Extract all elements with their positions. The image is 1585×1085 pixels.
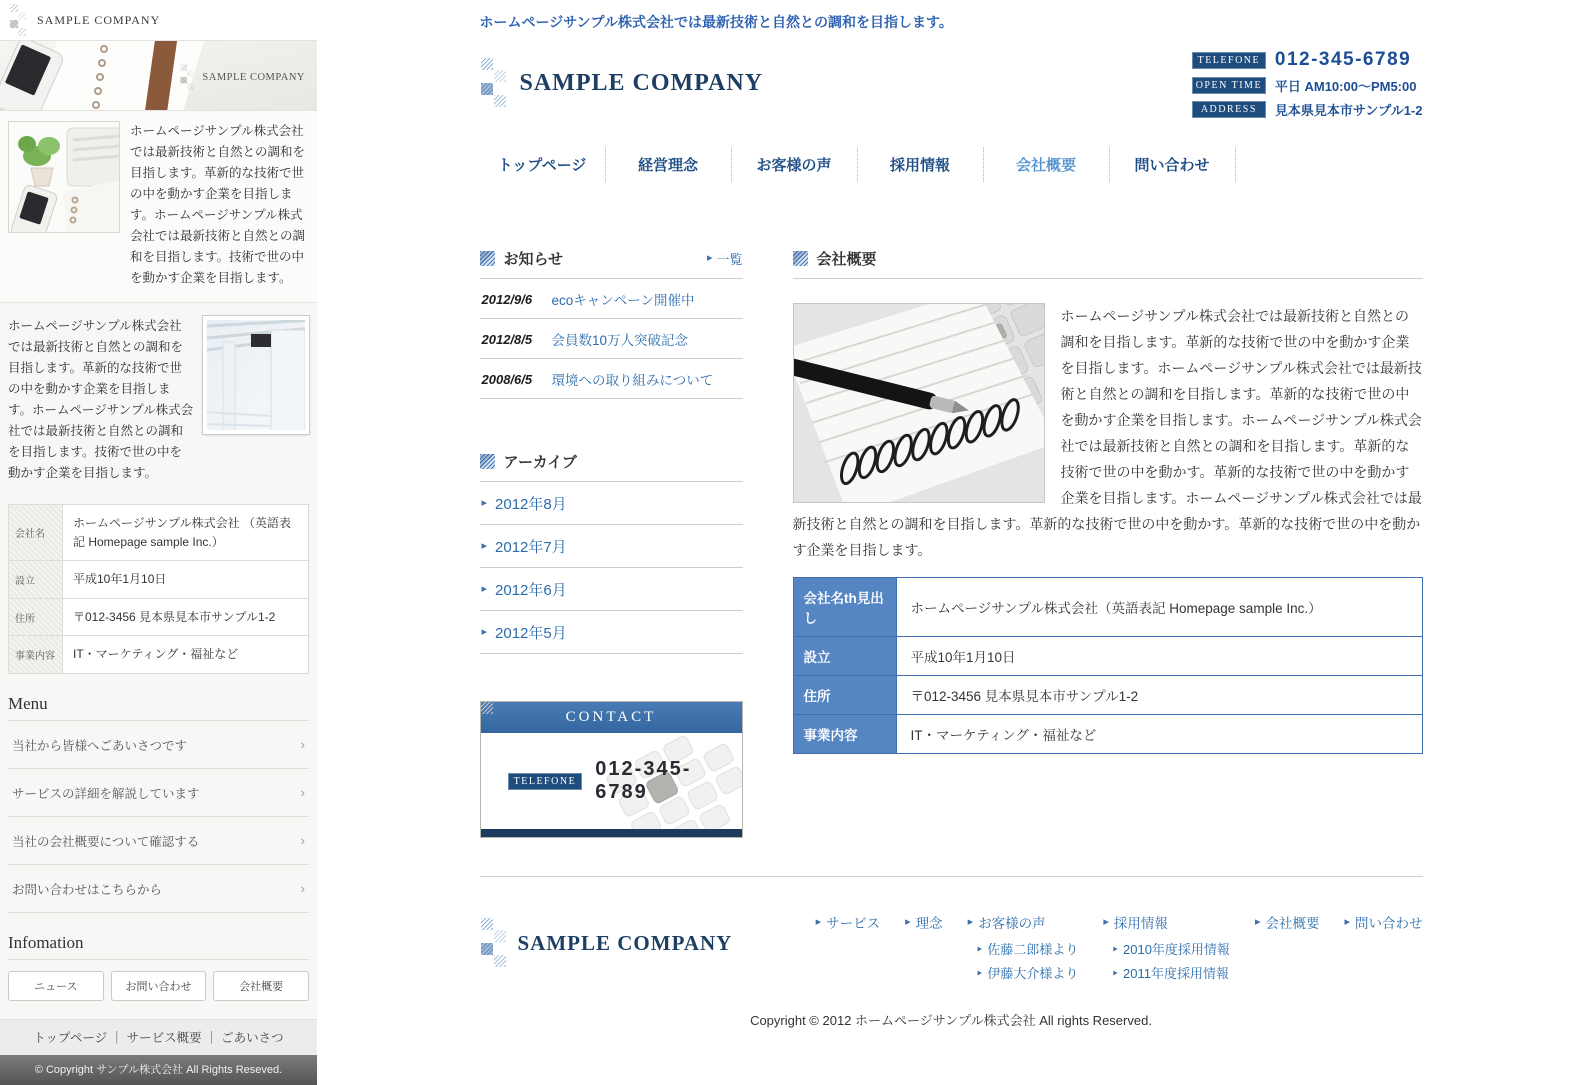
- sidebar-information: [0, 915, 317, 1013]
- greeting-photo: [8, 121, 120, 233]
- news-link[interactable]: 環境への取り組みについて: [551, 373, 714, 388]
- table-row: [9, 561, 309, 599]
- open-time-badge: OPEN TIME: [1192, 77, 1266, 94]
- news-section: [480, 248, 743, 399]
- arrow-right-icon: [905, 917, 911, 928]
- nav-item-recruit[interactable]: 採用情報: [858, 147, 984, 182]
- sidebar-preview: [0, 0, 317, 1085]
- company-logo-icon: [9, 4, 26, 36]
- footer-sub-link[interactable]: ‣ 2010年度採用情報: [1111, 939, 1230, 958]
- section-bullet-icon: [793, 251, 808, 266]
- left-column: [480, 248, 743, 838]
- sidebar-copyright: © Copyright サンプル株式会社 All Rights Reseved.: [0, 1055, 317, 1085]
- contact-button[interactable]: お問い合わせ: [111, 971, 207, 1001]
- greeting-text: ホームページサンプル株式会社では最新技術と自然との調和を目指します。革新的な技術で世の中を動かす企業を目指します。ホームページサンプル株式会社では最新技術と自然との調和を目指します。技術で世の中を動かす企業を目指します。: [130, 124, 306, 285]
- footer-link-label: サービス: [826, 916, 881, 931]
- address-value: 見本県見本市サンプル1-2: [1274, 103, 1423, 118]
- footer-link[interactable]: [968, 912, 1079, 932]
- row-label: 事業内容: [9, 636, 63, 674]
- arrow-right-icon: [816, 917, 822, 928]
- archive-link[interactable]: 2012年8月: [495, 496, 567, 513]
- sidebar-menu: [0, 674, 317, 915]
- arrow-right-icon: [482, 584, 488, 595]
- company-logo-icon: [480, 58, 507, 108]
- footnav-separator: ｜: [110, 1030, 124, 1045]
- footer-link-label: 採用情報: [1113, 916, 1168, 931]
- chevron-right-icon: [301, 737, 305, 752]
- footer-col-voice: [968, 912, 1079, 982]
- nav-item-contact[interactable]: 問い合わせ: [1110, 147, 1236, 182]
- menu-item-greeting[interactable]: [8, 721, 309, 769]
- footnav-service-link[interactable]: サービス概要: [126, 1030, 202, 1045]
- company-info-table: [793, 577, 1423, 754]
- footer-col-recruit: [1103, 912, 1230, 982]
- archive-item: [480, 568, 743, 611]
- telephone-badge: TELEFONE: [1192, 52, 1266, 69]
- row-value: 平成10年1月10日: [63, 561, 309, 599]
- footer-sub-link[interactable]: ‣ 伊藤大介様より: [976, 963, 1079, 982]
- telephone-number: 012-345-6789: [1274, 49, 1412, 70]
- header-contact-info: [1192, 47, 1423, 119]
- arrow-right-icon: [482, 498, 488, 509]
- page-footer: [480, 876, 1423, 1041]
- table-row: [793, 715, 1422, 754]
- footer-link-label: お客様の声: [978, 916, 1046, 931]
- arrow-right-icon: [707, 253, 713, 264]
- row-value: IT・マーケティング・福祉など: [63, 636, 309, 674]
- archive-item: [480, 482, 743, 525]
- archive-link[interactable]: 2012年7月: [495, 539, 567, 556]
- menu-item-label: サービスの詳細を解説しています: [12, 786, 200, 801]
- row-value: IT・マーケティング・福祉など: [896, 715, 1422, 754]
- news-button[interactable]: ニュース: [8, 971, 104, 1001]
- footer-sub-link[interactable]: ‣ 佐藤二郎様より: [976, 939, 1079, 958]
- footer-logo[interactable]: [480, 904, 733, 982]
- arrow-right-icon: [1344, 917, 1350, 928]
- footer-logo-text: SAMPLE COMPANY: [517, 930, 733, 955]
- arrow-right-icon: [1103, 917, 1109, 928]
- building-photo: [203, 316, 309, 434]
- menu-item-contact[interactable]: [8, 865, 309, 913]
- news-link[interactable]: 会員数10万人突破記念: [551, 333, 689, 348]
- archive-item: [480, 611, 743, 654]
- table-row: [793, 578, 1422, 637]
- telephone-row: [1192, 49, 1423, 71]
- footer-link[interactable]: [1103, 912, 1230, 932]
- menu-item-service[interactable]: [8, 769, 309, 817]
- sidebar-logo-text: SAMPLE COMPANY: [37, 12, 161, 27]
- footer-col-company: [1255, 912, 1320, 982]
- main-nav: [480, 147, 1423, 182]
- contact-box-heading: CONTACT: [481, 702, 742, 733]
- footer-link-label: 会社概要: [1265, 916, 1320, 931]
- footer-col-philosophy: [905, 912, 943, 982]
- footer-link-label: 問い合わせ: [1355, 916, 1423, 931]
- arrow-right-icon: [482, 541, 488, 552]
- nav-item-company[interactable]: 会社概要: [984, 147, 1110, 182]
- table-row: [9, 505, 309, 561]
- table-row: [9, 636, 309, 674]
- company-overview-text: ホームページサンプル株式会社では最新技術と自然との調和を目指します。革新的な技術で世の中を動かす企業を目指します。ホームページサンプル株式会社では最新技術と自然との調和を目指します。革新的な技術で世の中を動かす企業を目指します。ホームページサンプル株式会社では最新技術と自然との調和を目指します。革新的な技術で世の中を動かす。革新的な技術で世の中を動かす企業を目指します。ホームページサンプル株式会社では最新技術と自然との調和を目指します。革新的な技術で世の中を動かす。革新的な技術で世の中を動かす企業を目指します。: [792, 308, 1422, 558]
- main-page: [317, 0, 1585, 1041]
- row-label: 設立: [9, 561, 63, 599]
- news-item: [480, 359, 743, 399]
- footer-link[interactable]: [816, 912, 881, 932]
- archive-section: [480, 451, 743, 654]
- table-row: [793, 637, 1422, 676]
- row-label: 住所: [9, 598, 63, 636]
- news-heading: お知らせ: [503, 251, 564, 268]
- news-date: 2012/9/6: [481, 291, 533, 307]
- company-logo-icon: [480, 918, 507, 968]
- site-logo-text: SAMPLE COMPANY: [519, 69, 764, 96]
- section-bullet-icon: [480, 454, 495, 469]
- menu-heading: Menu: [8, 694, 309, 721]
- row-label: 会社名: [9, 505, 63, 561]
- archive-link[interactable]: 2012年5月: [495, 625, 567, 642]
- nav-item-top[interactable]: トップページ: [480, 147, 606, 182]
- news-link[interactable]: ecoキャンペーン開催中: [551, 293, 695, 308]
- open-time-row: [1192, 76, 1423, 95]
- footer-sub-link[interactable]: ‣ 2011年度採用情報: [1111, 963, 1230, 982]
- company-logo-icon: [180, 64, 194, 90]
- contact-box-footer-bar: [481, 829, 742, 837]
- news-list-link[interactable]: [707, 249, 743, 268]
- arrow-right-icon: [482, 627, 488, 638]
- sidebar-logo[interactable]: [0, 0, 317, 41]
- company-overview-section: [793, 248, 1423, 838]
- nav-item-philosophy[interactable]: 経営理念: [606, 147, 732, 182]
- footer-link[interactable]: [1344, 912, 1422, 932]
- open-time-value: 平日 AM10:00〜PM5:00: [1274, 79, 1417, 94]
- footer-link[interactable]: [1255, 912, 1320, 932]
- footer-link-label: 理念: [915, 916, 943, 931]
- sidebar-greeting-block: [0, 111, 317, 303]
- menu-item-label: 当社の会社概要について確認する: [12, 834, 200, 849]
- address-row: [1192, 100, 1423, 119]
- chevron-right-icon: [301, 785, 305, 800]
- news-date: 2008/6/5: [481, 371, 533, 387]
- row-label: 設立: [793, 637, 896, 676]
- sidebar-about-block: [0, 303, 317, 498]
- row-value: ホームページサンプル株式会社（英語表記 Homepage sample Inc.）: [896, 578, 1422, 637]
- notebook-pen-photo: [793, 303, 1045, 503]
- contact-telephone-badge: TELEFONE: [508, 773, 583, 790]
- footnav-greeting-link[interactable]: ごあいさつ: [221, 1030, 284, 1045]
- table-row: [9, 598, 309, 636]
- sidebar-banner: [0, 41, 317, 111]
- nav-item-voice[interactable]: お客様の声: [732, 147, 858, 182]
- sidebar-foot-nav: [0, 1019, 317, 1055]
- information-heading: Infomation: [8, 933, 309, 960]
- row-label: 会社名th見出し: [793, 578, 896, 637]
- row-value: 平成10年1月10日: [896, 637, 1422, 676]
- about-text: ホームページサンプル株式会社では最新技術と自然との調和を目指します。革新的な技術で世の中を動かす企業を目指します。ホームページサンプル株式会社では最新技術と自然との調和を目指します。技術で世の中を動かす企業を目指します。: [8, 319, 194, 480]
- row-label: 事業内容: [793, 715, 896, 754]
- sidebar-company-table: [8, 504, 309, 674]
- news-item: [480, 279, 743, 319]
- footnav-top-link[interactable]: トップページ: [33, 1030, 108, 1045]
- arrow-right-icon: [968, 917, 974, 928]
- header-tagline: ホームページサンプル株式会社では最新技術と自然との調和を目指します。: [479, 14, 953, 30]
- banner-logo: [178, 61, 305, 93]
- archive-item: [480, 525, 743, 568]
- news-item: [480, 319, 743, 359]
- footer-col-contact: [1344, 912, 1422, 982]
- archive-link[interactable]: 2012年6月: [495, 582, 567, 599]
- menu-item-company[interactable]: [8, 817, 309, 865]
- page-header: [480, 0, 1423, 119]
- footer-links: [816, 904, 1423, 982]
- chevron-right-icon: [301, 833, 305, 848]
- footer-link[interactable]: [905, 912, 943, 932]
- table-row: [793, 676, 1422, 715]
- footnav-separator: ｜: [205, 1030, 218, 1045]
- company-button[interactable]: 会社概要: [213, 971, 309, 1001]
- menu-item-label: お問い合わせはこちらから: [12, 882, 163, 897]
- contact-phone-number: 012-345-6789: [595, 758, 692, 803]
- news-list-link-label: 一覧: [716, 252, 743, 267]
- contact-box[interactable]: [480, 701, 743, 838]
- row-label: 住所: [793, 676, 896, 715]
- footer-copyright: Copyright © 2012 ホームページサンプル株式会社 All rights Reserved.: [750, 1013, 1152, 1028]
- address-badge: ADDRESS: [1192, 101, 1266, 118]
- row-value: ホームページサンプル株式会社 （英語表記 Homepage sample Inc.）: [63, 505, 309, 561]
- row-value: 〒012-3456 見本県見本市サンプル1-2: [63, 598, 309, 636]
- arrow-right-icon: [1255, 917, 1261, 928]
- footer-col-service: [816, 912, 881, 982]
- section-bullet-icon: [480, 251, 495, 266]
- page-title: 会社概要: [816, 251, 877, 268]
- menu-item-label: 当社から皆様へごあいさつです: [12, 738, 188, 753]
- chevron-right-icon: [301, 881, 305, 896]
- row-value: 〒012-3456 見本県見本市サンプル1-2: [896, 676, 1422, 715]
- banner-logo-text: SAMPLE COMPANY: [202, 71, 305, 83]
- news-date: 2012/8/5: [481, 331, 533, 347]
- site-logo[interactable]: [480, 47, 764, 119]
- archive-heading: アーカイブ: [503, 454, 577, 471]
